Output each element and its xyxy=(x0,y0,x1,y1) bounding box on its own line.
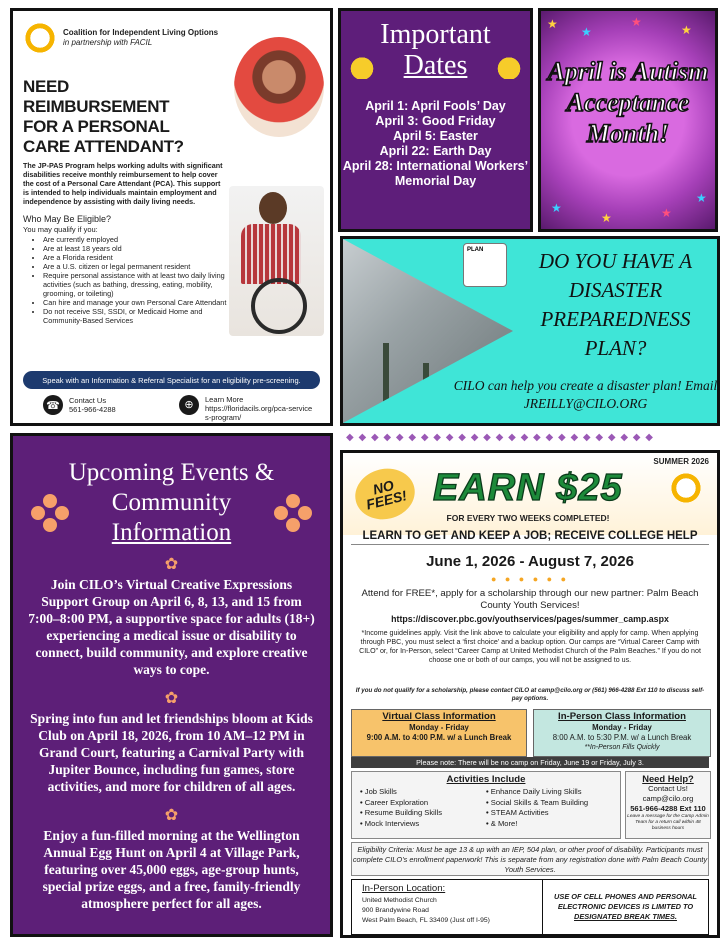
camp-url[interactable]: https://discover.pbc.gov/youthservices/pages/summer_camp.aspx xyxy=(391,614,669,624)
sun-dots-icon: ● ● ● ● ● ● xyxy=(490,574,570,584)
criteria-list xyxy=(35,235,230,325)
flower-icon xyxy=(274,494,312,532)
contact-label: Contact Us xyxy=(69,396,107,405)
camp-dates: June 1, 2026 - August 7, 2026 xyxy=(426,553,634,570)
events-title-line1: Upcoming Events & xyxy=(68,459,275,486)
eligibility-criteria: Eligibility Criteria: Must be age 13 & up with an IEP, 504 plan, or other proof of disability. Participants must complete CILO’s enrollment paperwork! This is separate from any registration done with Palm Beach County Youth Services. xyxy=(351,842,709,876)
activities-box xyxy=(351,771,621,839)
no-fees-badge: NO FEES! xyxy=(350,462,420,525)
help-contact: Contact Us! xyxy=(648,784,688,793)
alarm-clock-icon xyxy=(349,53,375,79)
need-help-box xyxy=(625,771,711,839)
flower-icon: ✿ xyxy=(164,807,179,824)
star-icon: ★ xyxy=(581,25,592,39)
learn-label: Learn More xyxy=(205,395,244,404)
star-icon: ★ xyxy=(681,23,692,37)
self-pay-note: If you do not qualify for a scholarship, please contact CILO at camp@cilo.org or (561) 966-4288 Ext 110 to discuss self-pay options. xyxy=(355,687,705,702)
inperson-heading: In-Person Class Information xyxy=(558,711,686,722)
location-line: West Palm Beach, FL 33409 (Just off I-95) xyxy=(362,917,490,924)
date-item: April 22: Earth Day xyxy=(379,144,492,158)
org-partner: in partnership with FACIL xyxy=(63,38,153,47)
plan-checklist-icon: PLAN xyxy=(463,243,507,287)
flower-icon: ✿ xyxy=(164,556,179,573)
disaster-panel xyxy=(340,236,720,426)
woman-photo xyxy=(234,37,324,137)
criteria-item: • Are currently employed xyxy=(43,235,230,244)
upcoming-events-panel xyxy=(10,433,333,937)
location-box xyxy=(351,879,709,935)
summer-camp-panel xyxy=(340,450,720,938)
learn-url[interactable]: https://floridacils.org/pca-services-program/ xyxy=(205,404,313,422)
activity-item: • Job Skills xyxy=(360,787,486,798)
activity-item: • Career Exploration xyxy=(360,798,486,809)
earn-headline: EARN $25 xyxy=(433,467,623,509)
activity-item: • Enhance Daily Living Skills xyxy=(486,787,612,798)
autism-text: April is Autism Acceptance Month! xyxy=(547,57,709,148)
break-times-text: DESIGNATED BREAK TIMES. xyxy=(574,912,677,921)
jppas-headline: NEED REIMBURSEMENT FOR A PERSONAL CARE ATTENDANT? xyxy=(23,77,184,156)
activities-left-list xyxy=(360,787,486,829)
phone-icon: ☎ xyxy=(43,395,63,415)
date-item: April 3: Good Friday xyxy=(375,114,496,128)
events-title-line3: Information xyxy=(111,519,232,546)
cta-bar: Speak with an Information & Referral Specialist for an eligibility pre-screening. xyxy=(23,371,320,389)
jppas-intro: The JP-PAS Program helps working adults with significant disabilities receive monthly reimbursement to help cover the cost of a Personal Care Attendant (PCA). This support is intended to help individuals maintain employment and independence by assisting with daily living needs. xyxy=(23,161,223,206)
inperson-class-box xyxy=(533,709,711,757)
flower-icon: ✿ xyxy=(164,690,179,707)
location-line: United Methodist Church xyxy=(362,897,437,904)
attend-text: Attend for FREE*, apply for a scholarship through our new partner: Palm Beach County Youth Services! xyxy=(361,588,699,611)
star-icon: ★ xyxy=(601,211,612,225)
criteria-item: • Are at least 18 years old xyxy=(43,244,230,253)
dates-list xyxy=(341,99,530,189)
criteria-item: • Are a U.S. citizen or legal permanent resident xyxy=(43,262,230,271)
disaster-title: DO YOU HAVE A DISASTER PREPAREDNESS PLAN? xyxy=(538,249,693,360)
date-item: April 1: April Fools’ Day xyxy=(365,99,506,113)
jppas-panel xyxy=(10,8,333,426)
dates-title-line1: Important xyxy=(380,19,491,50)
income-guidelines: *Income guidelines apply. Visit the link above to calculate your eligibility and apply for camp. When applying through PBC, you must select a ‘first choice’ and a backup option. Our camps are “Virtual Career Camp with CILO” or, for In-Person, select “Career Camp at United Methodist Church of the Palm Beaches.” If you do not choose one or both of our camps, you will not be assigned to us. xyxy=(359,629,701,664)
inperson-days: Monday - Friday xyxy=(592,723,652,732)
star-icon: ★ xyxy=(661,206,672,220)
virtual-heading: Virtual Class Information xyxy=(382,711,496,722)
star-icon: ★ xyxy=(551,201,562,215)
contact-block[interactable] xyxy=(43,395,116,415)
virtual-days: Monday - Friday xyxy=(409,723,469,732)
sun-logo-icon xyxy=(23,21,57,55)
easter-eggs-divider: ◆ ◆ ◆ ◆ ◆ ◆ ◆ ◆ ◆ ◆ ◆ ◆ ◆ ◆ ◆ ◆ ◆ ◆ ◆ ◆ ◆ ◆ ◆ ◆ ◆ xyxy=(346,432,654,443)
location-line: 900 Brandywine Road xyxy=(362,907,429,914)
star-icon: ★ xyxy=(631,15,642,29)
virtual-time: 9:00 A.M. to 4:00 P.M. w/ a Lunch Break xyxy=(366,733,512,742)
help-phone[interactable]: 561-966-4288 Ext 110 xyxy=(630,804,706,813)
activity-item: • Mock Interviews xyxy=(360,819,486,830)
activity-item: • Social Skills & Team Building xyxy=(486,798,612,809)
criteria-item: • Are a Florida resident xyxy=(43,253,230,262)
autism-panel xyxy=(538,8,718,232)
events-title-line2: Community xyxy=(111,489,232,516)
activities-right-list xyxy=(486,787,612,829)
flower-icon xyxy=(31,494,69,532)
date-item: April 28: International Workers’ Memorial Day xyxy=(342,159,529,188)
qualify-text: You may qualify if you: xyxy=(23,225,98,234)
location-heading: In-Person Location: xyxy=(362,883,446,894)
help-heading: Need Help? xyxy=(642,773,694,784)
star-icon: ★ xyxy=(547,17,558,31)
contact-phone[interactable]: 561-966-4288 xyxy=(69,405,116,414)
activity-item: • & More! xyxy=(486,819,612,830)
globe-icon: ⊕ xyxy=(179,395,199,415)
disaster-body: CILO can help you create a disaster plan! Email JREILLY@CILO.ORG xyxy=(453,378,718,411)
org-name: Coalition for Independent Living Options xyxy=(63,28,219,37)
sun-logo-icon xyxy=(669,471,703,505)
dates-title-line2: Dates xyxy=(403,50,468,81)
criteria-item: • Can hire and manage your own Personal Care Attendant xyxy=(43,298,230,307)
cell-phone-notice xyxy=(542,880,708,934)
inperson-note: **In-Person Fills Quickly xyxy=(584,744,660,751)
event-paragraph: Join CILO’s Virtual Creative Expressions Support Group on April 6, 8, 13, and 15 from 7:00–8:00 PM, a supportive space for adults (18+) experiencing a medical issue or disability to connect, build community, and explore creative ways to cope. xyxy=(28,577,315,677)
activity-item: • Resume Building Skills xyxy=(360,808,486,819)
date-item: April 5: Easter xyxy=(393,129,478,143)
learn-more-block[interactable] xyxy=(179,395,315,422)
important-dates-panel xyxy=(338,8,533,232)
every-two-weeks: FOR EVERY TWO WEEKS COMPLETED! xyxy=(446,513,610,523)
help-note: Leave a message for the Camp Admin Team for a return call within 48 business hours xyxy=(627,814,709,831)
help-email[interactable]: camp@cilo.org xyxy=(642,794,694,803)
virtual-class-box xyxy=(351,709,527,757)
event-paragraph: Spring into fun and let friendships bloom at Kids Club on April 18, 2026, from 10 AM–12 PM in Grand Court, featuring a Carnival Party with Jupiter Bounce, including fun games, store activities, and more for children of all ages. xyxy=(30,711,313,794)
cell-phone-notice-text: USE OF CELL PHONES AND PERSONAL ELECTRONIC DEVICES IS LIMITED TO xyxy=(554,892,697,911)
inperson-time: 8:00 A.M. to 5:30 P.M. w/ a Lunch Break xyxy=(552,733,692,742)
learn-tagline: LEARN TO GET AND KEEP A JOB; RECEIVE COLLEGE HELP xyxy=(351,530,709,545)
activity-item: • STEAM Activities xyxy=(486,808,612,819)
summer-tag: SUMMER 2026 xyxy=(653,457,709,466)
alarm-clock-icon xyxy=(496,53,522,79)
event-paragraph: Enjoy a fun-filled morning at the Wellington Annual Egg Hunt on April 4 at Village Park, featuring over 45,000 eggs, age-group hunts, special prize eggs, and a free, family-friendly atmosphere perfect for all ages. xyxy=(42,828,301,911)
criteria-item: • Do not receive SSI, SSDI, or Medicaid Home and Community-Based Services xyxy=(43,307,230,325)
criteria-item: • Require personal assistance with at least two daily living activities (such as bathing, dressing, eating, mobility, grooming, or toileting) xyxy=(43,271,230,298)
no-camp-notice: Please note: There will be no camp on Friday, June 19 or Friday, July 3. xyxy=(351,757,709,768)
man-wheelchair-photo xyxy=(229,186,324,336)
star-icon: ★ xyxy=(696,191,707,205)
activities-heading: Activities Include xyxy=(446,774,526,785)
who-heading: Who May Be Eligible? xyxy=(23,214,112,224)
